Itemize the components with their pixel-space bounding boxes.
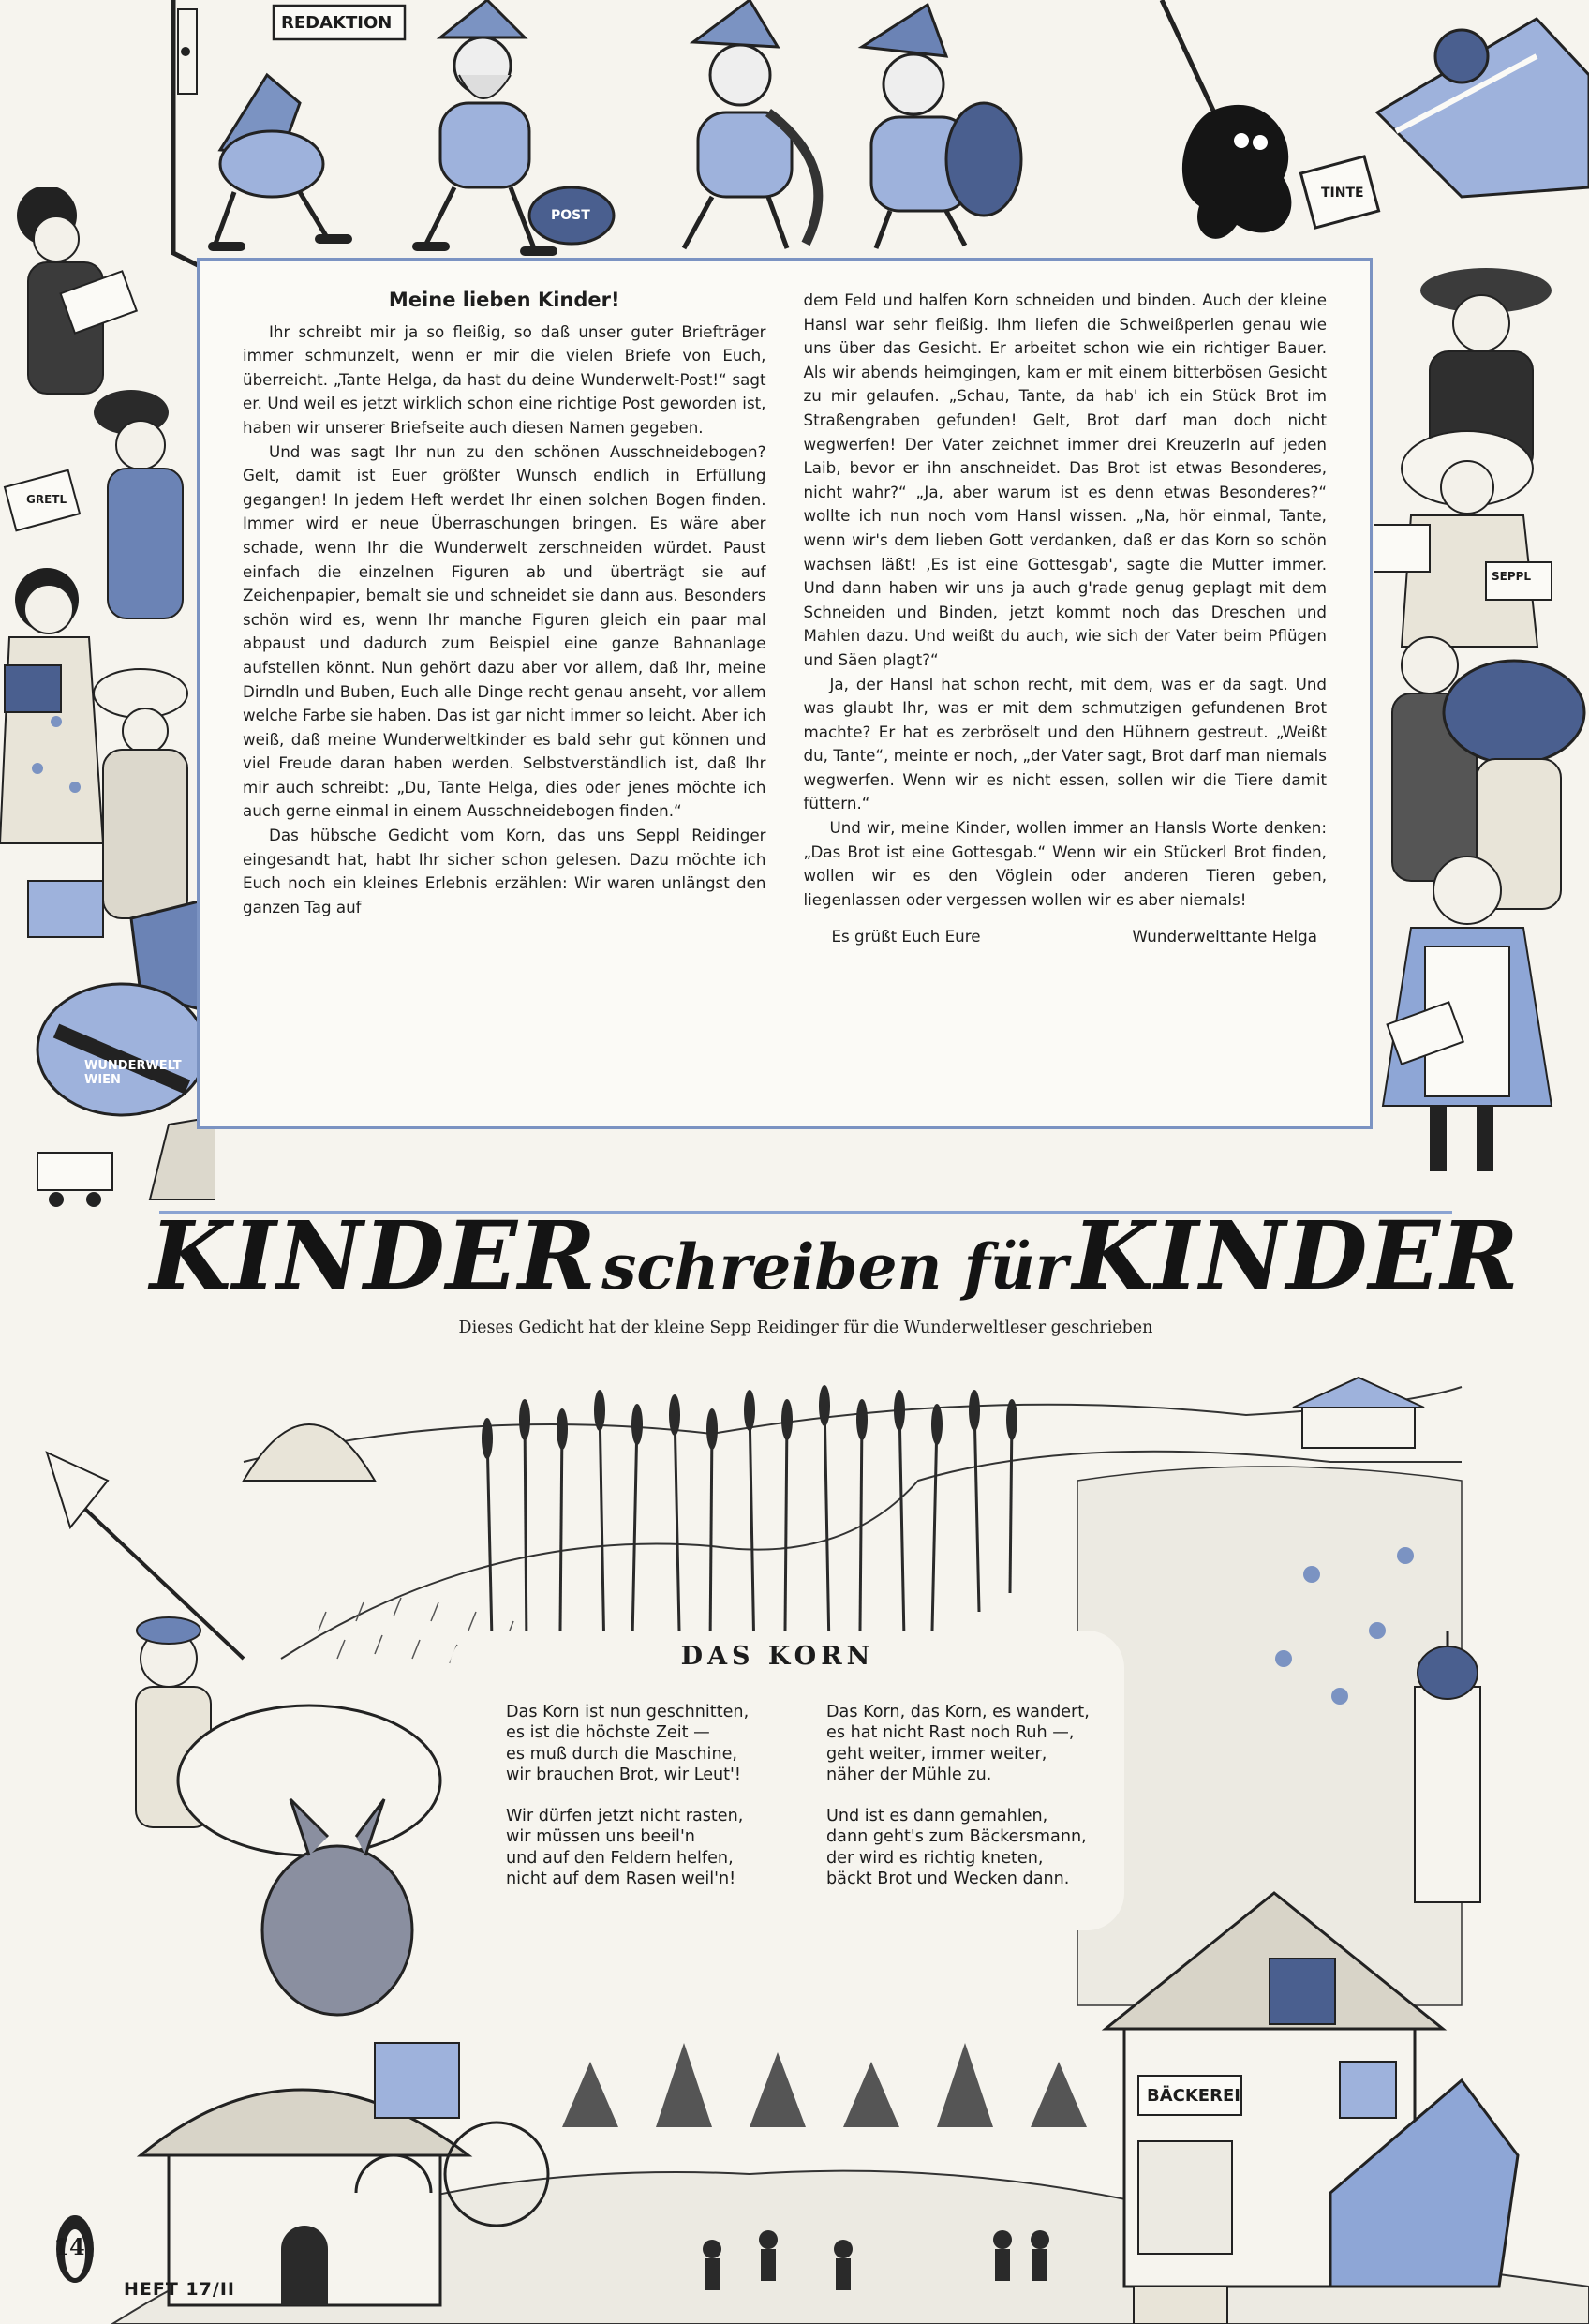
poem-stanza <box>826 1806 1136 1889</box>
poem-line: geht weiter, immer weiter, <box>826 1744 1047 1764</box>
section-title-middle: schreiben für <box>601 1230 1068 1304</box>
right-illustration <box>1374 234 1589 1209</box>
ink-label-text: TINTE <box>1321 186 1364 201</box>
issue-label: HEFT 17/II <box>124 2279 235 2300</box>
letter-paragraph: Und wir, meine Kinder, wollen immer an Hansls Worte denken: „Das Brot ist eine Gottesgab.“ Wenn wir ein Stückerl Brot finden, wollen wir es den Vöglein oder anderen Tieren geben, liegenlassen oder vergessen wollen wir es aber niemals! <box>803 818 1327 909</box>
letter-paragraph: Ja, der Hansl hat schon recht, mit dem, was er da sagt. Und was glaubt Ihr, was er mit dem schmutzigen gefundenen Brot machte? Er hat es zerbröselt und den Hühnern gestreut. „Weißt du, Tante“, meinte er noch, „der Vater sagt, Brot darf man niemals wegwerfen. Wenn wir es nicht essen, sollen wir die Tiere damit füttern.“ <box>803 674 1327 813</box>
poem-line: näher der Mühle zu. <box>826 1765 992 1784</box>
bakery-sign-text: BÄCKEREI <box>1147 2086 1240 2106</box>
poem-line: Das Korn, das Korn, es wandert, <box>826 1703 1090 1721</box>
letter-column-right <box>804 289 1328 1108</box>
poem-line: es muß durch die Maschine, <box>506 1744 738 1764</box>
letter-paragraph: Ihr schreibt mir ja so fleißig, so daß unser guter Briefträger immer schmunzelt, wenn er mir die vielen Briefe von Euch, überreicht. „Tante Helga, da hast du deine Wunderwelt-Post!“ sagt er. Und weil es jetzt wirklich schon eine richtige Post geworden ist, haben wir unserer Briefseite auch diesen Namen gegeben. <box>243 321 766 437</box>
letter-signature: Wunderwelttante Helga <box>1132 927 1317 946</box>
poem-stanza <box>506 1806 815 1889</box>
poem-column-right <box>826 1702 1136 1910</box>
section-title <box>150 1200 1520 1311</box>
poem-stanza <box>826 1702 1136 1785</box>
poem-stanza <box>506 1702 815 1785</box>
post-bag-text: POST <box>551 208 590 223</box>
letter-box <box>197 258 1373 1129</box>
poem-line: bäckt Brot und Wecken dann. <box>826 1870 1070 1889</box>
letter-signoff <box>804 925 1328 949</box>
poem-line: und auf den Feldern helfen, <box>506 1848 734 1868</box>
letter-column-left <box>243 289 766 1108</box>
left-illustration <box>0 187 215 1209</box>
page-number: 14 <box>53 2233 85 2260</box>
poem-line: Das Korn ist nun geschnitten, <box>506 1703 750 1721</box>
sash-text-left: WUNDERWELT WIEN <box>84 1059 182 1087</box>
poem-line: wir brauchen Brot, wir Leut'! <box>506 1765 741 1784</box>
letter-gretl-text: GRETL <box>26 493 67 506</box>
letter-paragraph: Und was sagt Ihr nun zu den schönen Ausschneidebogen? Gelt, damit ist Euer größter Wunsch endlich in Erfüllung gegangen! In jedem Heft werdet Ihr einen solchen Bogen finden. Immer wird er neue Überraschungen bringen. Es wäre aber schade, wenn Ihr die Wunderwelt zerschneiden würdet. Paust einfach die einzelnen Figuren ab und überträgt sie auf Zeichenpapier, bemalt sie und schneidet sie dann aus. Besonders schön wird es, wenn Ihr manche Figuren gleich ein paar mal abpaust und dadurch zum Beispiel eine ganze Bahnanlage aufstellen könnt. Nun gehört dazu aber vor allem, daß Ihr, meine Dirndln und Buben, Euch alle Dinge recht genau anseht, vor allem welche Farbe sie haben. Das ist gar nicht immer so leicht. Aber ich weiß, daß meine Wunderweltkinder es bald sehr gut können und viel Freude daran haben werden. Selbstverständlich ist, daß Ihr mir auch schreibt: „Du, Tante Helga, dies oder jenes möchte ich auch gerne einmal in einem Ausschneidebogen finden.“ <box>243 441 766 821</box>
poem-line: Und ist es dann gemahlen, <box>826 1807 1048 1826</box>
top-illustration <box>0 0 1589 281</box>
poem-line: dann geht's zum Bäckersmann, <box>826 1827 1087 1847</box>
letter-paragraph: Das hübsche Gedicht vom Korn, das uns Seppl Reidinger eingesandt hat, habt Ihr sicher schon gelesen. Dazu möchte ich Euch noch ein kleines Erlebnis erzählen: Wir waren unlängst den ganzen Tag auf <box>243 826 766 916</box>
section-title-word-2: KINDER <box>1072 1200 1520 1311</box>
poem-line: der wird es richtig kneten, <box>826 1848 1044 1868</box>
letter-paragraph: dem Feld und halfen Korn schneiden und binden. Auch der kleine Hansl war sehr fleißig. Ihm liefen die Schweißperlen genau wie uns über das Gesicht. Er arbeitet schon wie ein richtiger Bauer. Als wir abends heimgingen, kam er mit einem bitterbösen Gesicht zu mir gelaufen. „Schau, Tante, da hab' ich ein Stück Brot im Straßengraben gefunden! Gelt, Brot darf man doch nicht wegwerfen! Der Vater zeichnet immer drei Kreuzerln auf jeden Laib, bevor er ihn anschneidet. Das Brot ist etwas Besonderes, nicht wahr?“ „Ja, aber warum ist es denn etwas Besonderes?“ wollte ich nun noch vom Hansl wissen. „Na, hör einmal, Tante, wenn wir's dem lieben Gott verdanken, daß er das Korn so schön wachsen läßt! ‚Es ist eine Gottesgab', sagte die Mutter immer. Und dann haben wir uns ja auch g'rade genug geplagt mit dem Schneiden und Binden, jetzt kommt noch das Dreschen und Mahlen dazu. Und weißt du auch, wie sich der Vater beim Pflügen und Säen plagt?“ <box>803 290 1327 669</box>
poem-line: wir müssen uns beeil'n <box>506 1827 695 1847</box>
letter-greeting: Es grüßt Euch Eure <box>831 927 981 946</box>
letter-seppl-text: SEPPL <box>1492 570 1532 583</box>
poem-line: Wir dürfen jetzt nicht rasten, <box>506 1807 744 1826</box>
section-subtitle: Dieses Gedicht hat der kleine Sepp Reidinger für die Wunderweltleser geschrieben <box>458 1318 1153 1337</box>
poem-line: es hat nicht Rast noch Ruh —, <box>826 1723 1075 1743</box>
letter-heading: Meine lieben Kinder! <box>388 289 620 311</box>
poem-title: DAS KORN <box>680 1642 875 1671</box>
door-sign-text: REDAKTION <box>281 13 393 33</box>
poem-line: nicht auf dem Rasen weil'n! <box>506 1870 736 1889</box>
poem-line: es ist die höchste Zeit — <box>506 1723 710 1743</box>
poem-column-left <box>506 1702 815 1910</box>
section-title-word-1: KINDER <box>150 1200 598 1311</box>
